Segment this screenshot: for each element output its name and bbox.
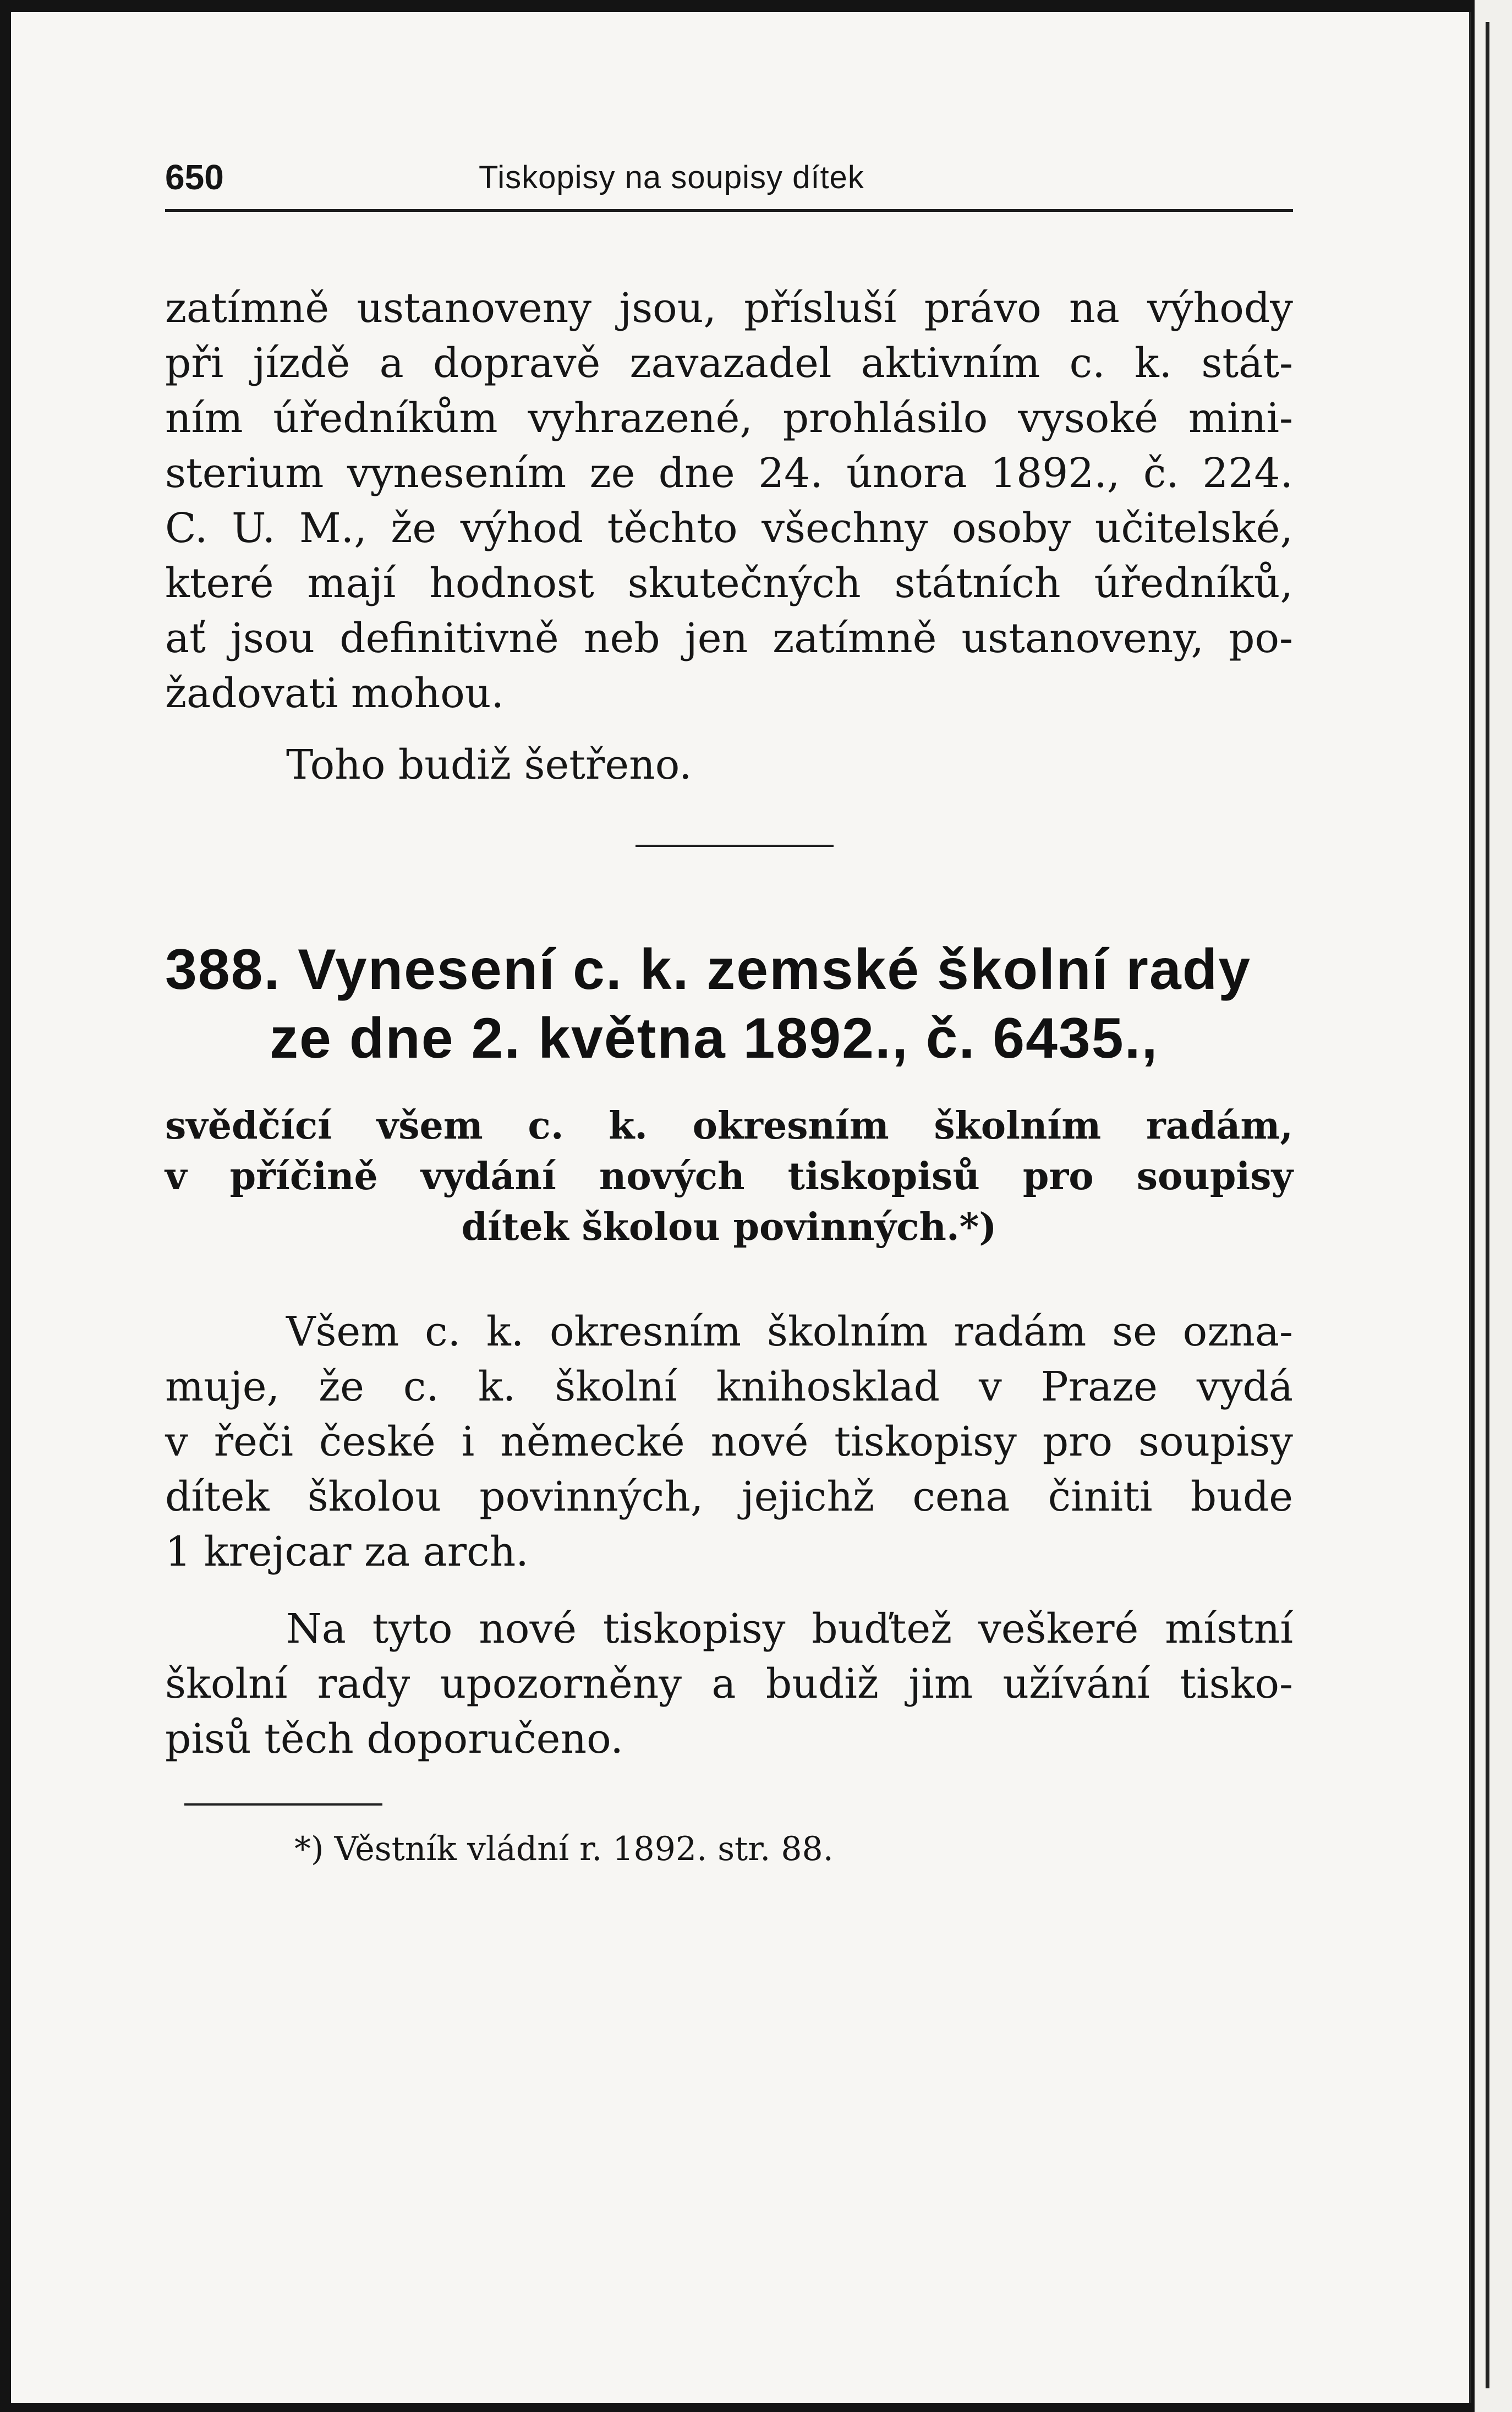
- text-line: při jízdě a dopravě zavazadel aktivním c. k. stát-: [165, 340, 1293, 387]
- text-line: C. U. M., že výhod těchto všechny osoby učitelské,: [165, 505, 1293, 552]
- text-line: Všem c. k. okresním školním radám se ozna-: [286, 1308, 1293, 1355]
- paragraph-announcement: [165, 1304, 1293, 1579]
- paragraph-intro: [165, 281, 1293, 721]
- section-heading-line: 388. Vynesení c. k. zemské školní rady: [165, 938, 1252, 1002]
- text-line: pisů těch doporučeno.: [165, 1715, 623, 1763]
- text-line: školní rady upozorněny a budiž jim užívání tisko-: [165, 1660, 1293, 1708]
- section-heading-line: ze dne 2. května 1892., č. 6435.,: [270, 1007, 1159, 1070]
- text-line: 1 krejcar za arch.: [165, 1528, 529, 1576]
- section-separator: [636, 845, 834, 847]
- text-line: ať jsou definitivně neb jen zatímně ustanoveny, po-: [165, 615, 1293, 662]
- subheading-line: svědčící všem c. k. okresním školním radám,: [165, 1104, 1293, 1148]
- text-line: dítek školou povinných, jejichž cena činiti bude: [165, 1473, 1293, 1521]
- section-subheading: [165, 1101, 1293, 1253]
- subheading-line: dítek školou povinných.*): [461, 1205, 997, 1249]
- paragraph-closing: [165, 737, 1293, 792]
- header-rule: [165, 209, 1293, 212]
- text-line: zatímně ustanoveny jsou, přísluší právo na výhody: [165, 285, 1293, 332]
- text-line: muje, že c. k. školní knihosklad v Praze vydá: [165, 1363, 1293, 1410]
- running-title: Tiskopisy na soupisy dítek: [479, 160, 864, 195]
- page-number: 650: [165, 157, 224, 197]
- text-line: ním úředníkům vyhrazené, prohlásilo vysoké mini-: [165, 395, 1293, 442]
- text-line: Toho budiž šetřeno.: [286, 741, 692, 789]
- section-heading: [165, 936, 1293, 1073]
- text-line: Na tyto nové tiskopisy buďtež veškeré místní: [286, 1605, 1293, 1653]
- text-line: které mají hodnost skutečných státních úředníků,: [165, 560, 1293, 607]
- text-line: sterium vynesením ze dne 24. února 1892., č. 224.: [165, 450, 1293, 497]
- text-line: žadovati mohou.: [165, 670, 504, 717]
- text-line: v řeči české i německé nové tiskopisy pro soupisy: [165, 1418, 1293, 1465]
- subheading-line: v příčině vydání nových tiskopisů pro soupisy: [165, 1155, 1293, 1199]
- spine-edge-line: [1486, 22, 1489, 2388]
- footnote: *) Věstník vládní r. 1892. str. 88.: [294, 1830, 834, 1868]
- page-header: [165, 157, 1293, 201]
- footnote-rule: [184, 1803, 382, 1806]
- page-spine: [1475, 0, 1512, 2412]
- paragraph-recommendation: [165, 1601, 1293, 1766]
